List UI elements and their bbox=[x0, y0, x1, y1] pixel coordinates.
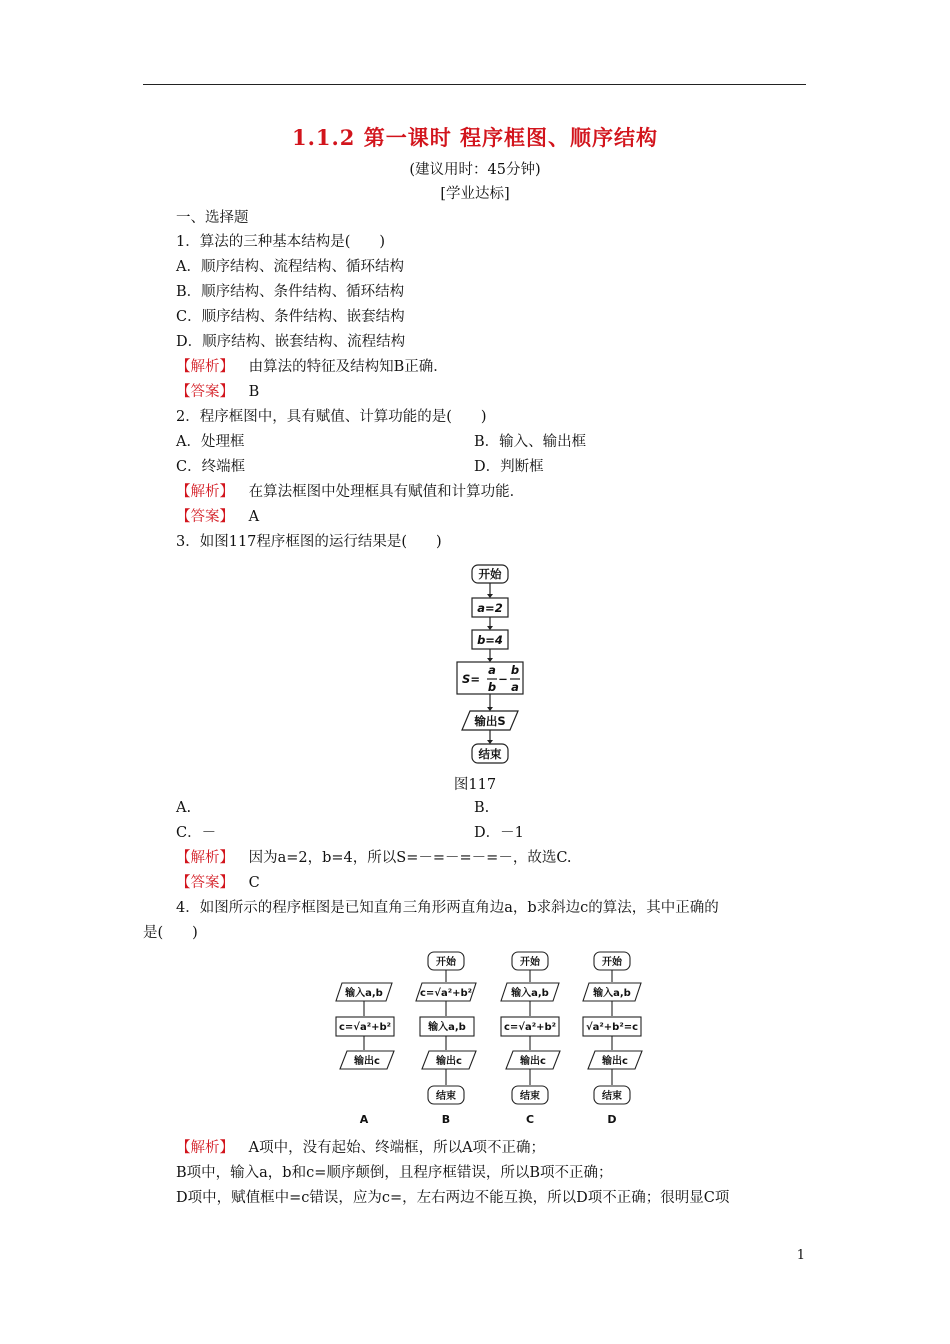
chart-b-end-text: 结束 bbox=[436, 1091, 456, 1102]
chart-b-label: B bbox=[441, 1113, 451, 1126]
q3-option-c: C．－ bbox=[176, 825, 217, 841]
part-heading: 一、选择题 bbox=[176, 210, 249, 226]
flow-b-text: b=4 bbox=[477, 633, 503, 647]
flow-s-prefix: S= bbox=[462, 672, 480, 686]
flow-a-text: a=2 bbox=[477, 601, 503, 615]
chart-b-start-text: 开始 bbox=[436, 957, 456, 968]
q4-stem-line1: 4．如图所示的程序框图是已知直角三角形两直角边a，b求斜边c的算法，其中正确的 bbox=[176, 900, 719, 916]
q3-option-b: B. bbox=[474, 800, 490, 816]
chart-a-assign-text: c=√a²+b² bbox=[338, 1022, 392, 1033]
answer-label: 【答案】 bbox=[176, 875, 234, 891]
answer-text: C bbox=[248, 875, 260, 891]
chart-b-input-text: 输入a,b bbox=[428, 1022, 466, 1033]
chart-b-output-text: 输出c bbox=[436, 1056, 462, 1067]
q4-analysis-line3: D项中，赋值框中=c错误，应为c=，左右两边不能互换，所以D项不正确；很明显C项 bbox=[176, 1190, 730, 1206]
q1-option-a: A．顺序结构、流程结构、循环结构 bbox=[176, 259, 404, 275]
q3-flowchart bbox=[440, 560, 540, 766]
chart-c-assign-text: c=√a²+b² bbox=[503, 1022, 557, 1033]
chart-d-end-text: 结束 bbox=[602, 1091, 622, 1102]
flow-frac2-num: b bbox=[510, 663, 520, 677]
answer-text: A bbox=[248, 509, 260, 525]
answer-label: 【答案】 bbox=[176, 384, 234, 400]
flow-frac1-num: a bbox=[488, 663, 496, 677]
q2-option-a: A．处理框 bbox=[176, 434, 245, 450]
header-rule bbox=[143, 84, 806, 85]
q1-option-d: D．顺序结构、嵌套结构、流程结构 bbox=[176, 334, 406, 350]
flow-end-text: 结束 bbox=[478, 747, 502, 761]
chart-d-assign-text: √a²+b²=c bbox=[585, 1022, 639, 1033]
chart-c-output-text: 输出c bbox=[520, 1056, 546, 1067]
flow-start-text: 开始 bbox=[478, 567, 502, 581]
analysis-label: 【解析】 bbox=[176, 850, 234, 866]
q3-answer bbox=[176, 873, 260, 893]
q2-option-d: D．判断框 bbox=[474, 459, 544, 475]
q4-analysis bbox=[176, 1138, 545, 1158]
chart-d-start-text: 开始 bbox=[602, 957, 622, 968]
analysis-label: 【解析】 bbox=[176, 484, 234, 500]
q1-option-b: B．顺序结构、条件结构、循环结构 bbox=[176, 284, 405, 300]
q2-answer bbox=[176, 507, 259, 527]
chart-a-output-text: 输出c bbox=[354, 1056, 380, 1067]
q1-analysis bbox=[176, 357, 448, 377]
chart-c-start-text: 开始 bbox=[520, 957, 540, 968]
q1-answer bbox=[176, 382, 259, 402]
chart-d-output-text: 输出c bbox=[602, 1056, 628, 1067]
analysis-text: 由算法的特征及结构知B正确． bbox=[248, 359, 448, 375]
chart-c-end-text: 结束 bbox=[520, 1091, 540, 1102]
analysis-label: 【解析】 bbox=[176, 1140, 234, 1156]
chart-a-label: A bbox=[359, 1113, 369, 1126]
chart-c-input-text: 输入a,b bbox=[511, 988, 549, 999]
analysis-text: 在算法框图中处理框具有赋值和计算功能． bbox=[248, 484, 525, 500]
chart-d-input-text: 输入a,b bbox=[593, 988, 631, 999]
q2-stem: 2．程序框图中，具有赋值、计算功能的是( ) bbox=[176, 409, 487, 425]
analysis-text-1: A项中，没有起始、终端框，所以A项不正确； bbox=[248, 1140, 546, 1156]
flow-frac2-den: a bbox=[511, 680, 519, 694]
section-label: [学业达标] bbox=[440, 186, 510, 202]
answer-label: 【答案】 bbox=[176, 509, 234, 525]
q3-option-d: D．－1 bbox=[474, 825, 524, 841]
page-number: 1 bbox=[796, 1248, 805, 1263]
q3-stem: 3．如图117程序框图的运行结果是( ) bbox=[176, 534, 442, 550]
q4-analysis-line2: B项中，输入a，b和c=顺序颠倒，且程序框错误，所以B项不正确； bbox=[176, 1165, 613, 1181]
flow-output-text: 输出S bbox=[474, 714, 506, 728]
figure-caption: 图117 bbox=[453, 777, 497, 793]
chart-d-label: D bbox=[607, 1113, 617, 1126]
q2-option-c: C．终端框 bbox=[176, 459, 246, 475]
page-title: 1.1.2 第一课时 程序框图、顺序结构 bbox=[291, 125, 659, 150]
q3-analysis bbox=[176, 848, 572, 868]
q4-flowcharts bbox=[330, 948, 650, 1128]
q2-option-b: B．输入、输出框 bbox=[474, 434, 587, 450]
chart-b-assign-text: c=√a²+b² bbox=[419, 988, 473, 999]
q4-stem-line2: 是( ) bbox=[143, 925, 198, 941]
analysis-text: 因为a=2，b=4，所以S=－=－=－=－，故选C. bbox=[248, 850, 572, 866]
q2-analysis bbox=[176, 482, 524, 502]
q1-option-c: C．顺序结构、条件结构、嵌套结构 bbox=[176, 309, 405, 325]
q1-stem: 1．算法的三种基本结构是( ) bbox=[176, 234, 386, 250]
q3-option-a: A. bbox=[176, 800, 192, 816]
chart-c-label: C bbox=[525, 1113, 535, 1126]
flow-frac1-den: b bbox=[487, 680, 497, 694]
analysis-label: 【解析】 bbox=[176, 359, 234, 375]
answer-text: B bbox=[248, 384, 260, 400]
time-note: (建议用时：45分钟) bbox=[409, 162, 541, 178]
flow-minus: − bbox=[498, 672, 508, 686]
chart-a-input-text: 输入a,b bbox=[345, 988, 383, 999]
